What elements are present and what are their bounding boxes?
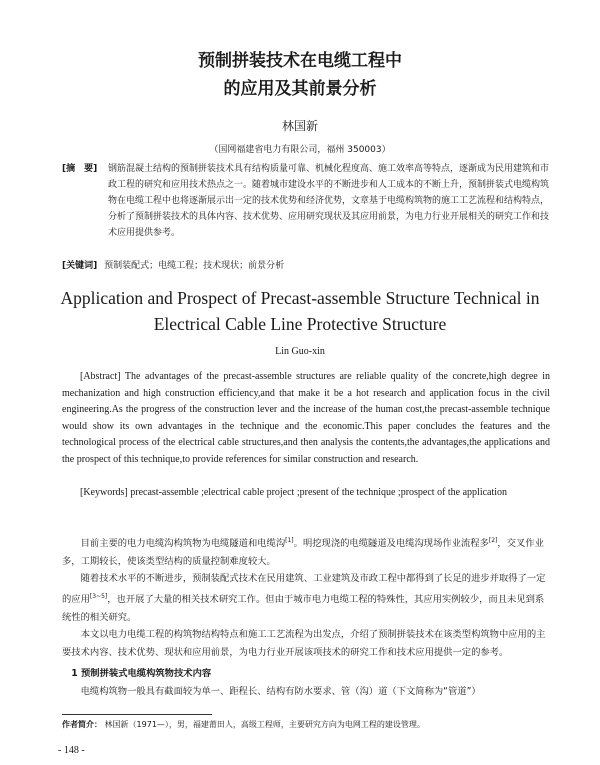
author-cn: 林国新 xyxy=(281,119,318,133)
citation-ref: [3~5] xyxy=(89,592,108,600)
keywords-cn-label: [关键词] xyxy=(62,261,98,271)
citation-ref: [2] xyxy=(488,537,498,544)
affiliation-cn: （国网福建省电力有限公司，福州 350003） xyxy=(209,145,391,155)
page-number: - 148 - xyxy=(58,745,85,756)
body-p1-part-a: 目前主要的电力电缆沟构筑物为电缆隧道和电缆沟 xyxy=(80,538,286,550)
title-en-line-1: Application and Prospect of Precast-assemble Structure Technical in xyxy=(60,288,540,308)
body-paragraph-4: 电缆构筑物一般具有截面较为单一、距程长、结构有防水要求、管（沟）道（下文简称为“管道”） xyxy=(80,685,481,697)
abstract-cn xyxy=(62,161,550,241)
keywords-cn-text: 预制装配式；电缆工程；技术现状；前景分析 xyxy=(104,261,285,271)
abstract-en xyxy=(62,369,550,468)
abstract-en-label: [Abstract] xyxy=(80,371,121,382)
keywords-en-label: [Keywords] xyxy=(80,487,128,498)
keywords-cn xyxy=(62,258,550,274)
section-heading-1: 1 预制拼装式电缆构筑物技术内容 xyxy=(71,668,212,680)
body-p1-part-b: 。明挖现浇的电缆隧道及电缆沟现场作业流程多 xyxy=(293,538,489,550)
title-en-line-2: Electrical Cable Line Protective Structure xyxy=(153,314,447,334)
keywords-en-text: precast-assemble ;electrical cable project ;present of the technique ;prospect of the application xyxy=(130,487,508,498)
title-cn-line-1: 预制拼装技术在电缆工程中 xyxy=(198,51,402,71)
footnote-label: 作者简介： xyxy=(62,720,102,729)
author-en: Lin Guo-xin xyxy=(275,346,325,357)
abstract-en-text: The advantages of the precast-assemble structures are reliable quality of the concrete,high degree in mechanization and high construction efficiency,and that make it be a hot research and application focus in the civil engineering.As the progress of the construction lever and the increase of the human cost,the precast-assemble technique would show its own advantages in the technique and the economic.This paper concludes the features and the technological process of the electrical cable structures,and then analysis the contents,the advantages,the applications and the prospect of this technique,to provide references for similar construction and research. xyxy=(62,371,550,465)
body-paragraph-1 xyxy=(62,532,550,570)
keywords-en xyxy=(62,485,550,502)
title-cn-line-2: 的应用及其前景分析 xyxy=(223,79,377,99)
abstract-cn-label: [摘 要] xyxy=(62,164,98,174)
footnote xyxy=(62,719,550,730)
body-text xyxy=(62,532,550,701)
body-p1-part-c: ，交叉作业多，工期较长，使该类型结构的质量控制难度较大。 xyxy=(62,538,544,567)
citation-ref: [1] xyxy=(285,537,294,544)
footnote-divider xyxy=(62,714,212,715)
abstract-cn-text: 钢筋混凝土结构的预制拼装技术具有结构质量可靠、机械化程度高、施工效率高等特点，逐渐成为民用建筑和市政工程的研究和应用技术热点之一。随着城市建设水平的不断进步和人工成本的不断上升，预制拼装式电缆构筑物在电缆工程中也将逐渐展示出一定的技术优势和经济优势，文章基于电缆构筑物的施工工艺流程和结构特点，分析了预制拼装技术的具体内容、技术优势、应用研究现状及其应用前景，为电力行业开展相关的研究工作和技术应用提供参考。 xyxy=(108,164,550,238)
footnote-text: 林国新（1971—），男，福建莆田人，高级工程师，主要研究方向为电网工程的建设管理。 xyxy=(104,720,425,729)
body-paragraph-2 xyxy=(62,570,550,626)
body-paragraph-3: 本文以电力电缆工程的构筑物结构特点和施工工艺流程为出发点，介绍了预制拼装技术在该类型构筑物中应用的主要技术内容、技术优势、现状和应用前景，为电力行业开展该项技术的研究工作和技术应用提供一定的参考。 xyxy=(62,629,546,658)
body-p2-part-a: 随着技术水平的不断进步，预制装配式技术在民用建筑、工业建筑及市政工程中都得到了长足的进步并取得了一定的应用 xyxy=(62,573,546,605)
body-p2-part-b: ，也开展了大量的相关技术研究工作。但由于城市电力电缆工程的特殊性，其应用实例较少，而且未见到系统性的相关研究。 xyxy=(62,593,545,623)
